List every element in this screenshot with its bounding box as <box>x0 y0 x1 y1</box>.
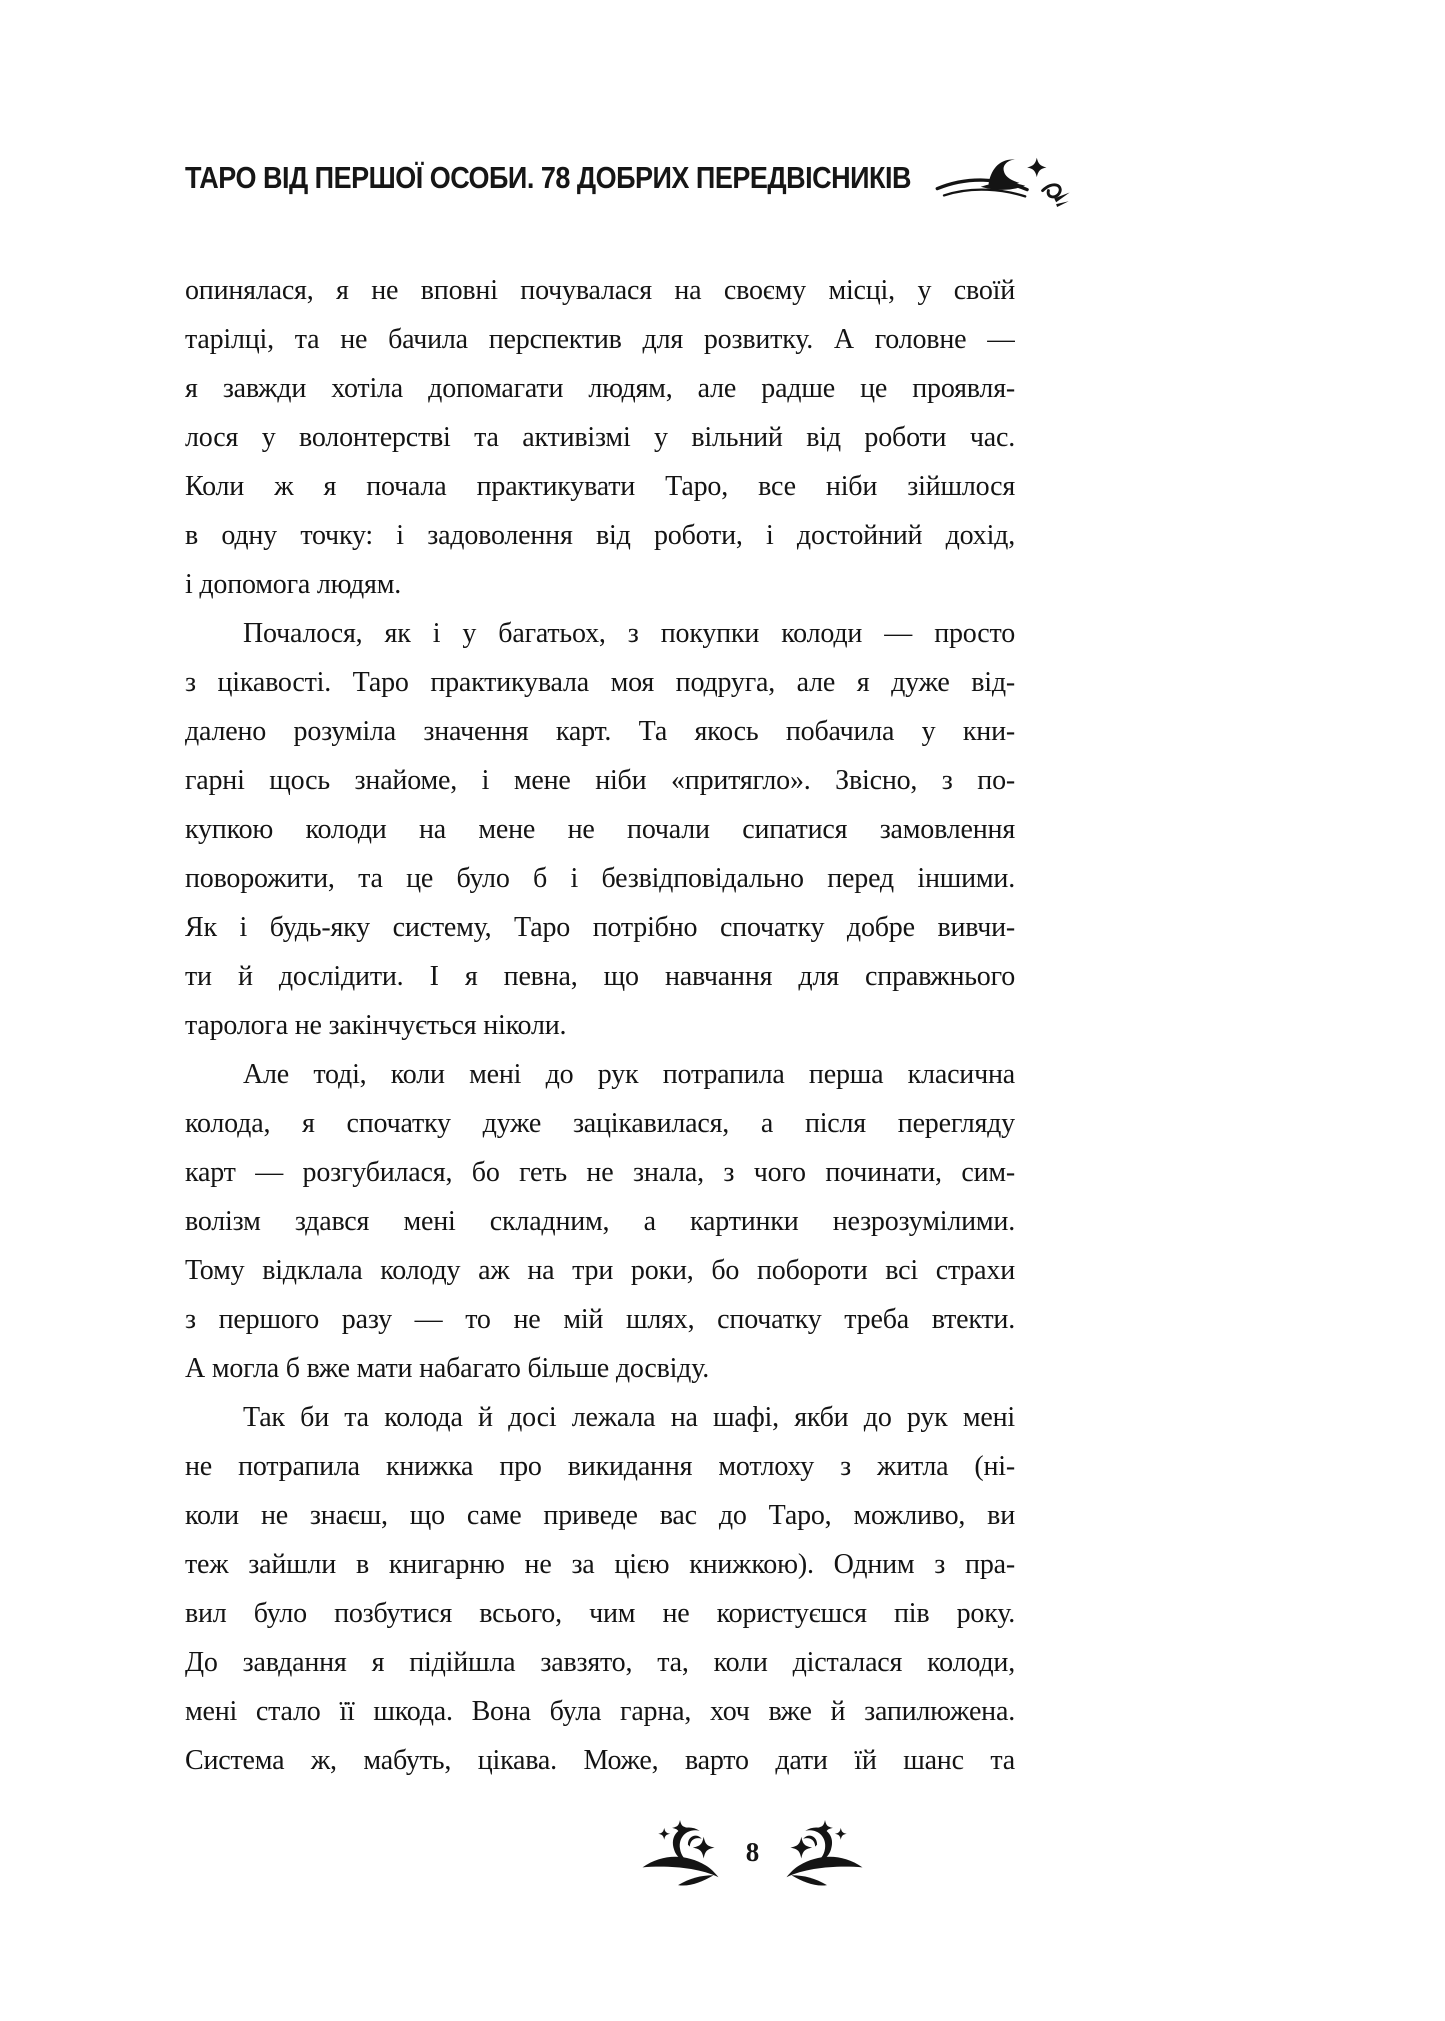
text-line: Почалося, як і у багатьох, з покупки колоди — просто <box>243 618 1015 649</box>
text-line: поворожити, та це було б і безвідповідально перед іншими. <box>185 863 1015 894</box>
text-line: мені стало її шкода. Вона була гарна, хоч вже й запилюжена. <box>185 1696 1015 1727</box>
text-line: лося у волонтерстві та активізмі у вільний від роботи час. <box>185 422 1015 453</box>
page-body <box>185 266 1015 1785</box>
text-line: теж зайшли в книгарню не за цією книжкою). Одним з пра- <box>185 1549 1015 1580</box>
text-line: Як і будь-яку систему, Таро потрібно спочатку добре вивчи- <box>185 912 1015 943</box>
paragraph <box>185 609 1015 1050</box>
text-line: з першого разу — то не мій шлях, спочатку треба втекти. <box>185 1304 1015 1335</box>
text-line: Тому відклала колоду аж на три роки, бо побороти всі страхи <box>185 1255 1015 1286</box>
text-line: я завжди хотіла допомагати людям, але радше це проявля- <box>185 373 1015 404</box>
paragraph <box>185 266 1015 609</box>
text-line: Так би та колода й досі лежала на шафі, якби до рук мені <box>243 1402 1015 1433</box>
paragraph <box>185 1050 1015 1393</box>
text-line: в одну точку: і задоволення від роботи, і достойний дохід, <box>185 520 1015 551</box>
paragraph <box>185 1393 1015 1785</box>
text-line: купкою колоди на мене не почали сипатися замовлення <box>185 814 1015 845</box>
text-line: карт — розгубилася, бо геть не знала, з чого починати, сим- <box>185 1157 1015 1188</box>
text-line: гарні щось знайоме, і мене ніби «притягло». Звісно, з по- <box>185 765 1015 796</box>
text-line: Система ж, мабуть, цікава. Може, варто дати їй шанс та <box>185 1745 1015 1776</box>
page-footer <box>30 1818 1445 1892</box>
text-line: ти й дослідити. І я певна, що навчання для справжнього <box>185 961 1015 992</box>
text-line: волізм здався мені складним, а картинки незрозумілими. <box>185 1206 1015 1237</box>
page-number: 8 <box>745 1836 760 1867</box>
text-line: і допомога людям. <box>185 569 402 600</box>
moon-sparkle-flourish-right-icon <box>785 1818 865 1892</box>
text-line: колода, я спочатку дуже зацікавилася, а після перегляду <box>185 1108 1015 1139</box>
moon-sparkle-flourish-left-icon <box>640 1818 720 1892</box>
text-line: Коли ж я почала практикувати Таро, все ніби зійшлося <box>185 471 1015 502</box>
running-header <box>185 148 1071 208</box>
text-line: А могла б вже мати набагато більше досвіду. <box>185 1353 710 1384</box>
text-line: з цікавості. Таро практикувала моя подруга, але я дуже від- <box>185 667 1015 698</box>
text-line: таролога не закінчується ніколи. <box>185 1010 567 1041</box>
text-line: До завдання я підійшла завзято, та, коли дісталася колоди, <box>185 1647 1015 1678</box>
witch-hat-flourish-icon <box>933 150 1071 208</box>
text-line: вил було позбутися всього, чим не користуєшся пів року. <box>185 1598 1015 1629</box>
text-line: не потрапила книжка про викидання мотлоху з житла (ні- <box>185 1451 1015 1482</box>
text-line: опинялася, я не вповні почувалася на своєму місці, у своїй <box>185 275 1015 306</box>
text-line: Але тоді, коли мені до рук потрапила перша класична <box>243 1059 1015 1090</box>
text-line: тарілці, та не бачила перспектив для розвитку. А головне — <box>185 324 1015 355</box>
running-header-title: ТАРО ВІД ПЕРШОЇ ОСОБИ. 78 ДОБРИХ ПЕРЕДВІСНИКІВ <box>185 160 911 195</box>
text-line: далено розуміла значення карт. Та якось побачила у кни- <box>185 716 1015 747</box>
text-line: коли не знаєш, що саме приведе вас до Таро, можливо, ви <box>185 1500 1015 1531</box>
